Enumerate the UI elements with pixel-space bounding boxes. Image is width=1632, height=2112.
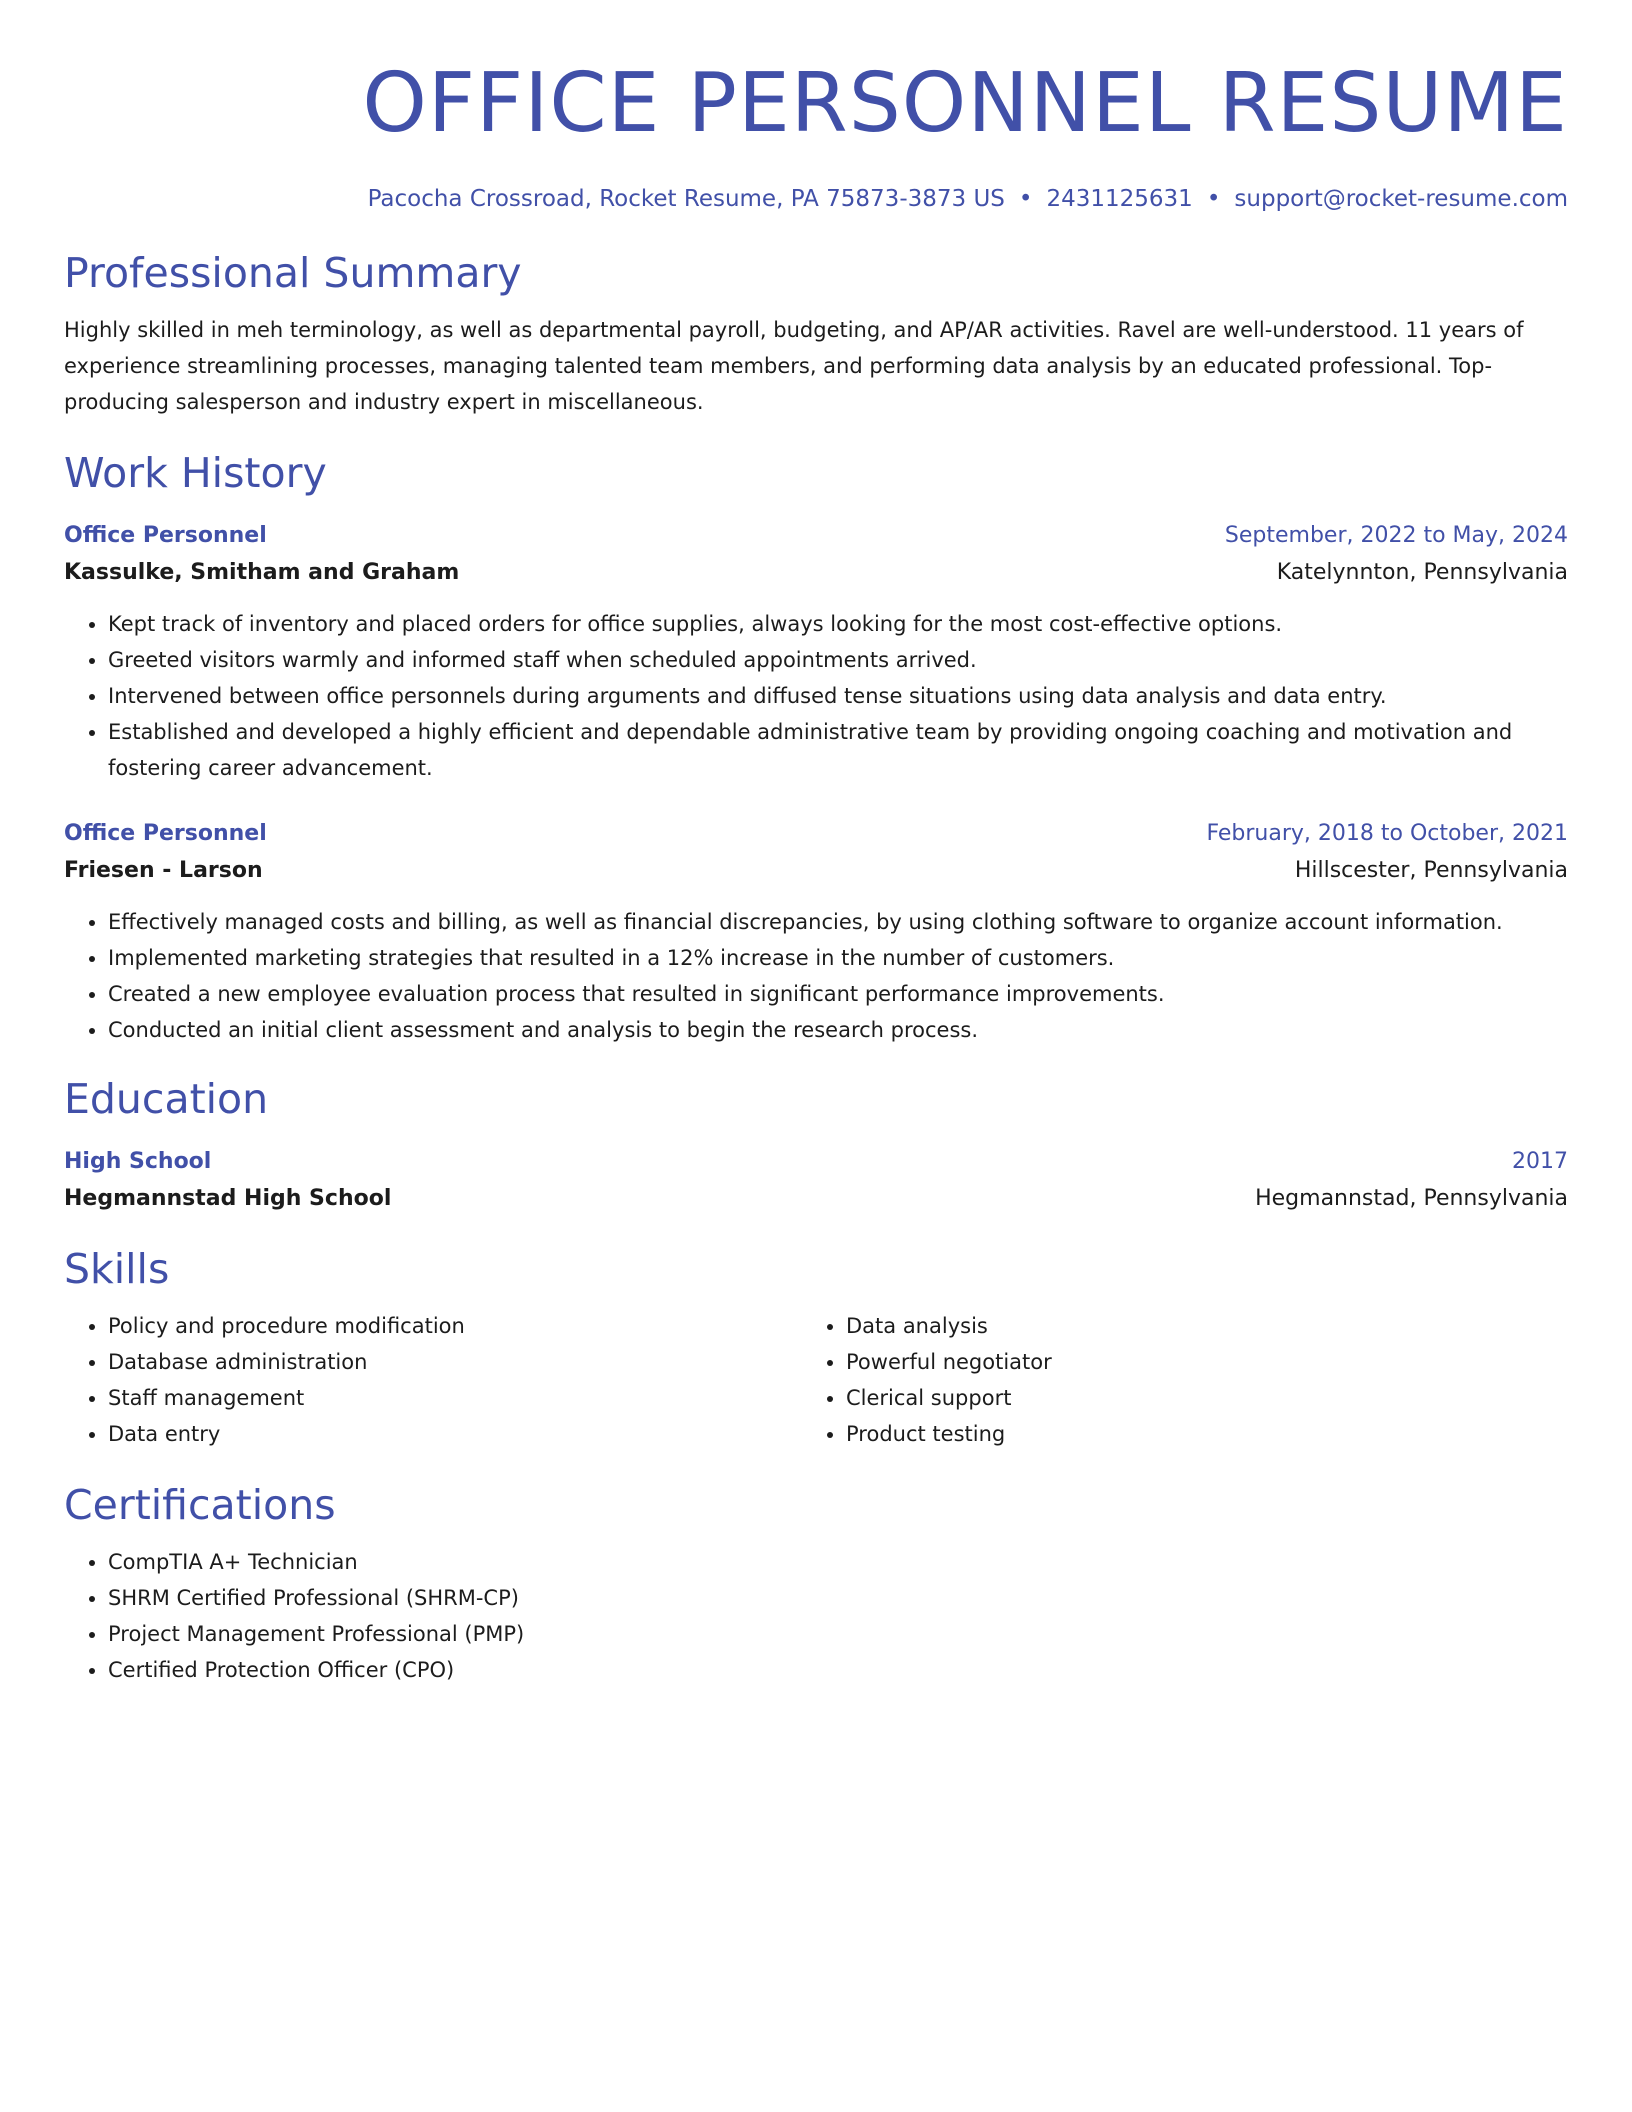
work-history-heading: Work History (64, 449, 327, 497)
skill-item: • Database administration (108, 1344, 802, 1380)
job-company: Friesen - Larson (64, 858, 263, 883)
contact-address: Pacocha Crossroad, Rocket Resume, PA 75873-3873 US (367, 186, 1005, 212)
education-degree: High School (64, 1149, 212, 1174)
job-header-row (64, 518, 1568, 554)
job-company-row (64, 852, 1568, 890)
job-dates: February, 2018 to October, 2021 (1206, 821, 1568, 846)
skills-list (802, 1308, 1540, 1452)
certification-item: • CompTIA A+ Technician (108, 1544, 1568, 1580)
skill-item: • Clerical support (846, 1380, 1540, 1416)
education-school: Hegmannstad High School (64, 1186, 392, 1211)
job-bullet: • Effectively managed costs and billing, as well as financial discrepancies, by using clothing software to organize account information. (108, 904, 1568, 940)
contact-separator: • (1018, 186, 1033, 212)
skills-column-right (802, 1308, 1540, 1452)
certification-item: • Certified Protection Officer (CPO) (108, 1652, 1568, 1688)
skill-item: • Product testing (846, 1416, 1540, 1452)
education-year: 2017 (1512, 1149, 1568, 1174)
job-bullet: • Kept track of inventory and placed orders for office supplies, always looking for the most cost-effective options. (108, 606, 1568, 642)
skill-item: • Data analysis (846, 1308, 1540, 1344)
job-bullets (64, 606, 1568, 786)
certification-item: • SHRM Certified Professional (SHRM-CP) (108, 1580, 1568, 1616)
education-location: Hegmannstad, Pennsylvania (1255, 1186, 1568, 1211)
resume-title: OFFICE PERSONNEL RESUME (362, 56, 1568, 151)
contact-phone: 2431125631 (1046, 186, 1193, 212)
certifications-list (64, 1544, 1568, 1688)
contact-line (64, 184, 1568, 214)
job-bullet: • Greeted visitors warmly and informed staff when scheduled appointments arrived. (108, 642, 1568, 678)
skills-grid (64, 1308, 1568, 1452)
certifications-heading: Certifications (64, 1481, 336, 1529)
job-entry (64, 518, 1568, 786)
skill-item: • Staff management (108, 1380, 802, 1416)
job-bullet: • Established and developed a highly efficient and dependable administrative team by providing ongoing coaching and motivation and fostering career advancement. (108, 714, 1568, 786)
job-bullets (64, 904, 1568, 1048)
skills-column-left (64, 1308, 802, 1452)
summary-heading: Professional Summary (64, 249, 522, 297)
contact-separator: • (1206, 186, 1221, 212)
education-heading: Education (64, 1075, 269, 1123)
job-dates: September, 2022 to May, 2024 (1224, 523, 1568, 548)
skill-item: • Powerful negotiator (846, 1344, 1540, 1380)
job-role: Office Personnel (64, 821, 267, 846)
education-header-row (64, 1144, 1568, 1180)
job-location: Katelynnton, Pennsylvania (1276, 560, 1568, 585)
certification-item: • Project Management Professional (PMP) (108, 1616, 1568, 1652)
education-school-row (64, 1180, 1568, 1218)
job-bullet: • Implemented marketing strategies that resulted in a 12% increase in the number of customers. (108, 940, 1568, 976)
job-location: Hillscester, Pennsylvania (1294, 858, 1568, 883)
skills-heading: Skills (64, 1245, 170, 1293)
education-entry (64, 1144, 1568, 1218)
job-bullet: • Intervened between office personnels during arguments and diffused tense situations using data analysis and data entry. (108, 678, 1568, 714)
job-company-row (64, 554, 1568, 592)
contact-email: support@rocket-resume.com (1234, 186, 1568, 212)
summary-text: Highly skilled in meh terminology, as well as departmental payroll, budgeting, and AP/AR activities. Ravel are well-understood. 11 years of experience streamlining processes, managing talented team members, and performing data analysis by an educated professional. Top-producing salesperson and industry expert in miscellaneous. (64, 318, 1524, 414)
skill-item: • Data entry (108, 1416, 802, 1452)
skill-item: • Policy and procedure modification (108, 1308, 802, 1344)
job-bullet: • Conducted an initial client assessment and analysis to begin the research process. (108, 1012, 1568, 1048)
job-role: Office Personnel (64, 523, 267, 548)
job-bullet: • Created a new employee evaluation process that resulted in significant performance improvements. (108, 976, 1568, 1012)
skills-list (64, 1308, 802, 1452)
job-header-row (64, 816, 1568, 852)
job-entry (64, 816, 1568, 1048)
job-company: Kassulke, Smitham and Graham (64, 560, 460, 585)
